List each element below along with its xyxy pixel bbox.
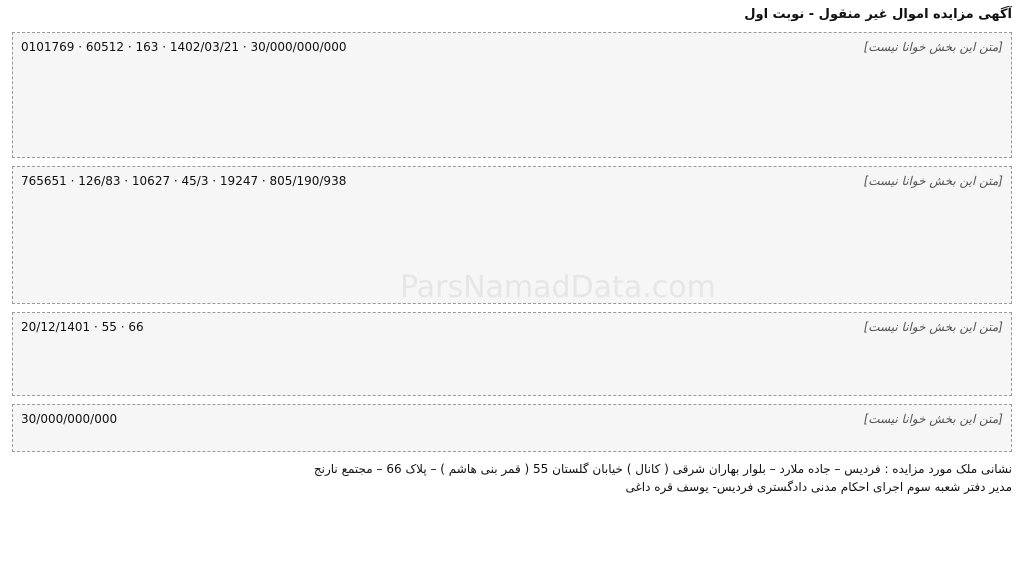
unreadable-note: [متن این بخش خوانا نیست] <box>863 412 1003 426</box>
legible-values: 30/000/000/000 <box>21 412 118 426</box>
unreadable-note: [متن این بخش خوانا نیست] <box>863 320 1003 334</box>
inspection-report-block <box>12 312 1012 396</box>
property-description-block <box>12 166 1012 304</box>
unreadable-note: [متن این بخش خوانا نیست] <box>863 174 1003 188</box>
watermark: ParsNamadData.com <box>400 270 716 305</box>
property-address: نشانی ملک مورد مزایده : فردیس – جاده ملارد – بلوار بهاران شرقی ( کانال ) خیابان گلستان 55 ( قمر بنی هاشم ) – پلاک 66 – مجتمع نارنج <box>313 462 1012 476</box>
notice-title: آگهی مزایده اموال غیر منقول - نوبت اول <box>744 7 1012 22</box>
legible-values: 20/12/1401 · 55 · 66 <box>21 320 144 334</box>
valuation-block <box>12 404 1012 452</box>
case-summary-block <box>12 32 1012 158</box>
signature-line: مدیر دفتر شعبه سوم اجرای احکام مدنی دادگستری فردیس- یوسف قره داغی <box>625 480 1012 494</box>
unreadable-note: [متن این بخش خوانا نیست] <box>863 40 1003 54</box>
legible-values: 0101769 · 60512 · 163 · 1402/03/21 · 30/000/000/000 <box>21 40 347 54</box>
legible-values: 765651 · 126/83 · 10627 · 45/3 · 19247 · 805/190/938 <box>21 174 347 188</box>
